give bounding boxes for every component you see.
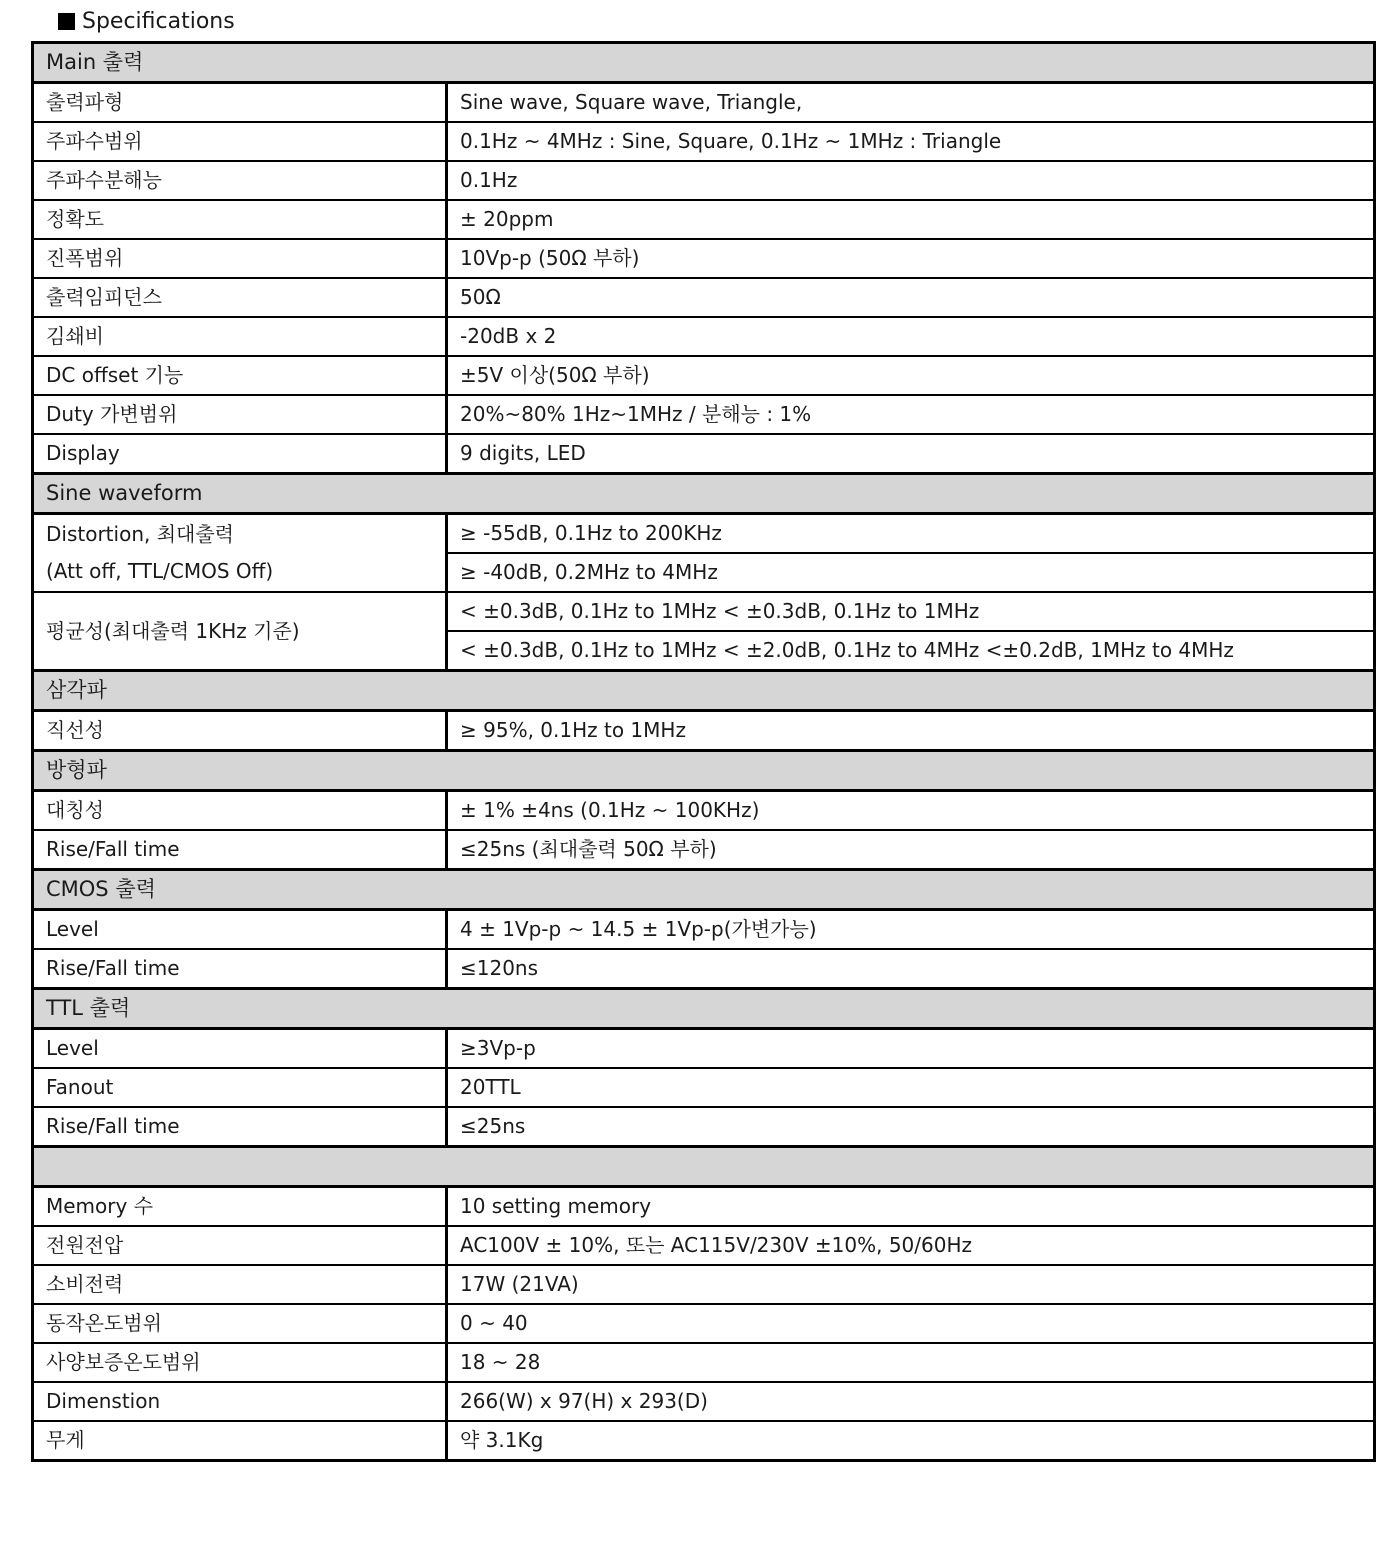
table-row — [33, 1265, 1375, 1304]
section-title: Sine waveform — [33, 474, 1375, 514]
row-value: -20dB x 2 — [447, 317, 1375, 356]
row-value: ≥ -55dB, 0.1Hz to 200KHz — [447, 514, 1375, 554]
row-value: ± 1% ±4ns (0.1Hz ~ 100KHz) — [447, 791, 1375, 831]
section-title: CMOS 출력 — [33, 870, 1375, 910]
table-row — [33, 949, 1375, 989]
row-value: Sine wave, Square wave, Triangle, — [447, 83, 1375, 123]
row-value: ≤25ns (최대출력 50Ω 부하) — [447, 830, 1375, 870]
table-row — [33, 1304, 1375, 1343]
row-label: 직선성 — [33, 711, 447, 751]
row-value: ±5V 이상(50Ω 부하) — [447, 356, 1375, 395]
table-row — [33, 1029, 1375, 1069]
table-row — [33, 791, 1375, 831]
row-label: Rise/Fall time — [33, 1107, 447, 1147]
row-label: Memory 수 — [33, 1187, 447, 1227]
row-label: 전원전압 — [33, 1226, 447, 1265]
row-label: Fanout — [33, 1068, 447, 1107]
row-label: Level — [33, 1029, 447, 1069]
table-row — [33, 1421, 1375, 1461]
row-label: Level — [33, 910, 447, 950]
row-value: 20TTL — [447, 1068, 1375, 1107]
row-value: ≥ -40dB, 0.2MHz to 4MHz — [447, 553, 1375, 592]
distortion-label-line2: (Att off, TTL/CMOS Off) — [46, 559, 274, 583]
row-value: AC100V ± 10%, 또는 AC115V/230V ±10%, 50/60Hz — [447, 1226, 1375, 1265]
table-row — [33, 1187, 1375, 1227]
table-row — [33, 434, 1375, 474]
row-label: 주파수분해능 — [33, 161, 447, 200]
row-label: 사양보증온도범위 — [33, 1343, 447, 1382]
section-header — [33, 474, 1375, 514]
spec-heading — [58, 6, 235, 36]
row-value: 50Ω — [447, 278, 1375, 317]
table-row — [33, 317, 1375, 356]
section-header — [33, 1147, 1375, 1187]
row-value: 0.1Hz — [447, 161, 1375, 200]
row-value: ≤120ns — [447, 949, 1375, 989]
table-row — [33, 122, 1375, 161]
row-value: 0 ~ 40 — [447, 1304, 1375, 1343]
section-header — [33, 671, 1375, 711]
row-label: 진폭범위 — [33, 239, 447, 278]
section-header — [33, 870, 1375, 910]
row-value: 9 digits, LED — [447, 434, 1375, 474]
table-row — [33, 356, 1375, 395]
row-value: < ±0.3dB, 0.1Hz to 1MHz < ±2.0dB, 0.1Hz to 4MHz <±0.2dB, 1MHz to 4MHz — [447, 631, 1375, 671]
row-label: 출력임피던스 — [33, 278, 447, 317]
table-row — [33, 1382, 1375, 1421]
spec-heading-text: Specifications — [82, 8, 235, 34]
row-label: Duty 가변범위 — [33, 395, 447, 434]
row-label: 동작온도범위 — [33, 1304, 447, 1343]
section-title — [33, 1147, 1375, 1187]
row-value: 10Vp-p (50Ω 부하) — [447, 239, 1375, 278]
row-label: 김쇄비 — [33, 317, 447, 356]
row-value: < ±0.3dB, 0.1Hz to 1MHz < ±0.3dB, 0.1Hz to 1MHz — [447, 592, 1375, 631]
row-label: Dimenstion — [33, 1382, 447, 1421]
row-value: 18 ~ 28 — [447, 1343, 1375, 1382]
flatness-label: 평균성(최대출력 1KHz 기준) — [33, 592, 447, 671]
table-row — [33, 1068, 1375, 1107]
row-label: 소비전력 — [33, 1265, 447, 1304]
table-row — [33, 910, 1375, 950]
table-row — [33, 278, 1375, 317]
row-value: 10 setting memory — [447, 1187, 1375, 1227]
section-header — [33, 43, 1375, 83]
row-value: 20%~80% 1Hz~1MHz / 분해능 : 1% — [447, 395, 1375, 434]
table-row — [33, 592, 1375, 631]
row-label: DC offset 기능 — [33, 356, 447, 395]
section-header — [33, 989, 1375, 1029]
spec-table — [31, 41, 1376, 1462]
table-row — [33, 161, 1375, 200]
section-title: Main 출력 — [33, 43, 1375, 83]
row-value: ± 20ppm — [447, 200, 1375, 239]
row-value: ≥3Vp-p — [447, 1029, 1375, 1069]
table-row — [33, 1226, 1375, 1265]
section-title: 삼각파 — [33, 671, 1375, 711]
table-row — [33, 1107, 1375, 1147]
row-label: Rise/Fall time — [33, 830, 447, 870]
bullet-square-icon — [58, 13, 75, 30]
row-value: 4 ± 1Vp-p ~ 14.5 ± 1Vp-p(가변가능) — [447, 910, 1375, 950]
table-row — [33, 711, 1375, 751]
row-value: 0.1Hz ~ 4MHz : Sine, Square, 0.1Hz ~ 1MHz : Triangle — [447, 122, 1375, 161]
table-row — [33, 395, 1375, 434]
row-label: 정확도 — [33, 200, 447, 239]
table-row — [33, 200, 1375, 239]
table-row — [33, 1343, 1375, 1382]
row-label: 주파수범위 — [33, 122, 447, 161]
section-title: TTL 출력 — [33, 989, 1375, 1029]
table-row — [33, 830, 1375, 870]
row-value: 17W (21VA) — [447, 1265, 1375, 1304]
row-label: 무게 — [33, 1421, 447, 1461]
row-value: 약 3.1Kg — [447, 1421, 1375, 1461]
row-label: Rise/Fall time — [33, 949, 447, 989]
table-row — [33, 83, 1375, 123]
row-value: 266(W) x 97(H) x 293(D) — [447, 1382, 1375, 1421]
row-value: ≥ 95%, 0.1Hz to 1MHz — [447, 711, 1375, 751]
table-row — [33, 514, 1375, 554]
row-value: ≤25ns — [447, 1107, 1375, 1147]
table-row — [33, 239, 1375, 278]
row-label: 대칭성 — [33, 791, 447, 831]
section-header — [33, 751, 1375, 791]
section-title: 방형파 — [33, 751, 1375, 791]
row-label: 출력파형 — [33, 83, 447, 123]
distortion-label — [33, 514, 447, 593]
row-label: Display — [33, 434, 447, 474]
distortion-label-line1: Distortion, 최대출력 — [46, 522, 234, 546]
